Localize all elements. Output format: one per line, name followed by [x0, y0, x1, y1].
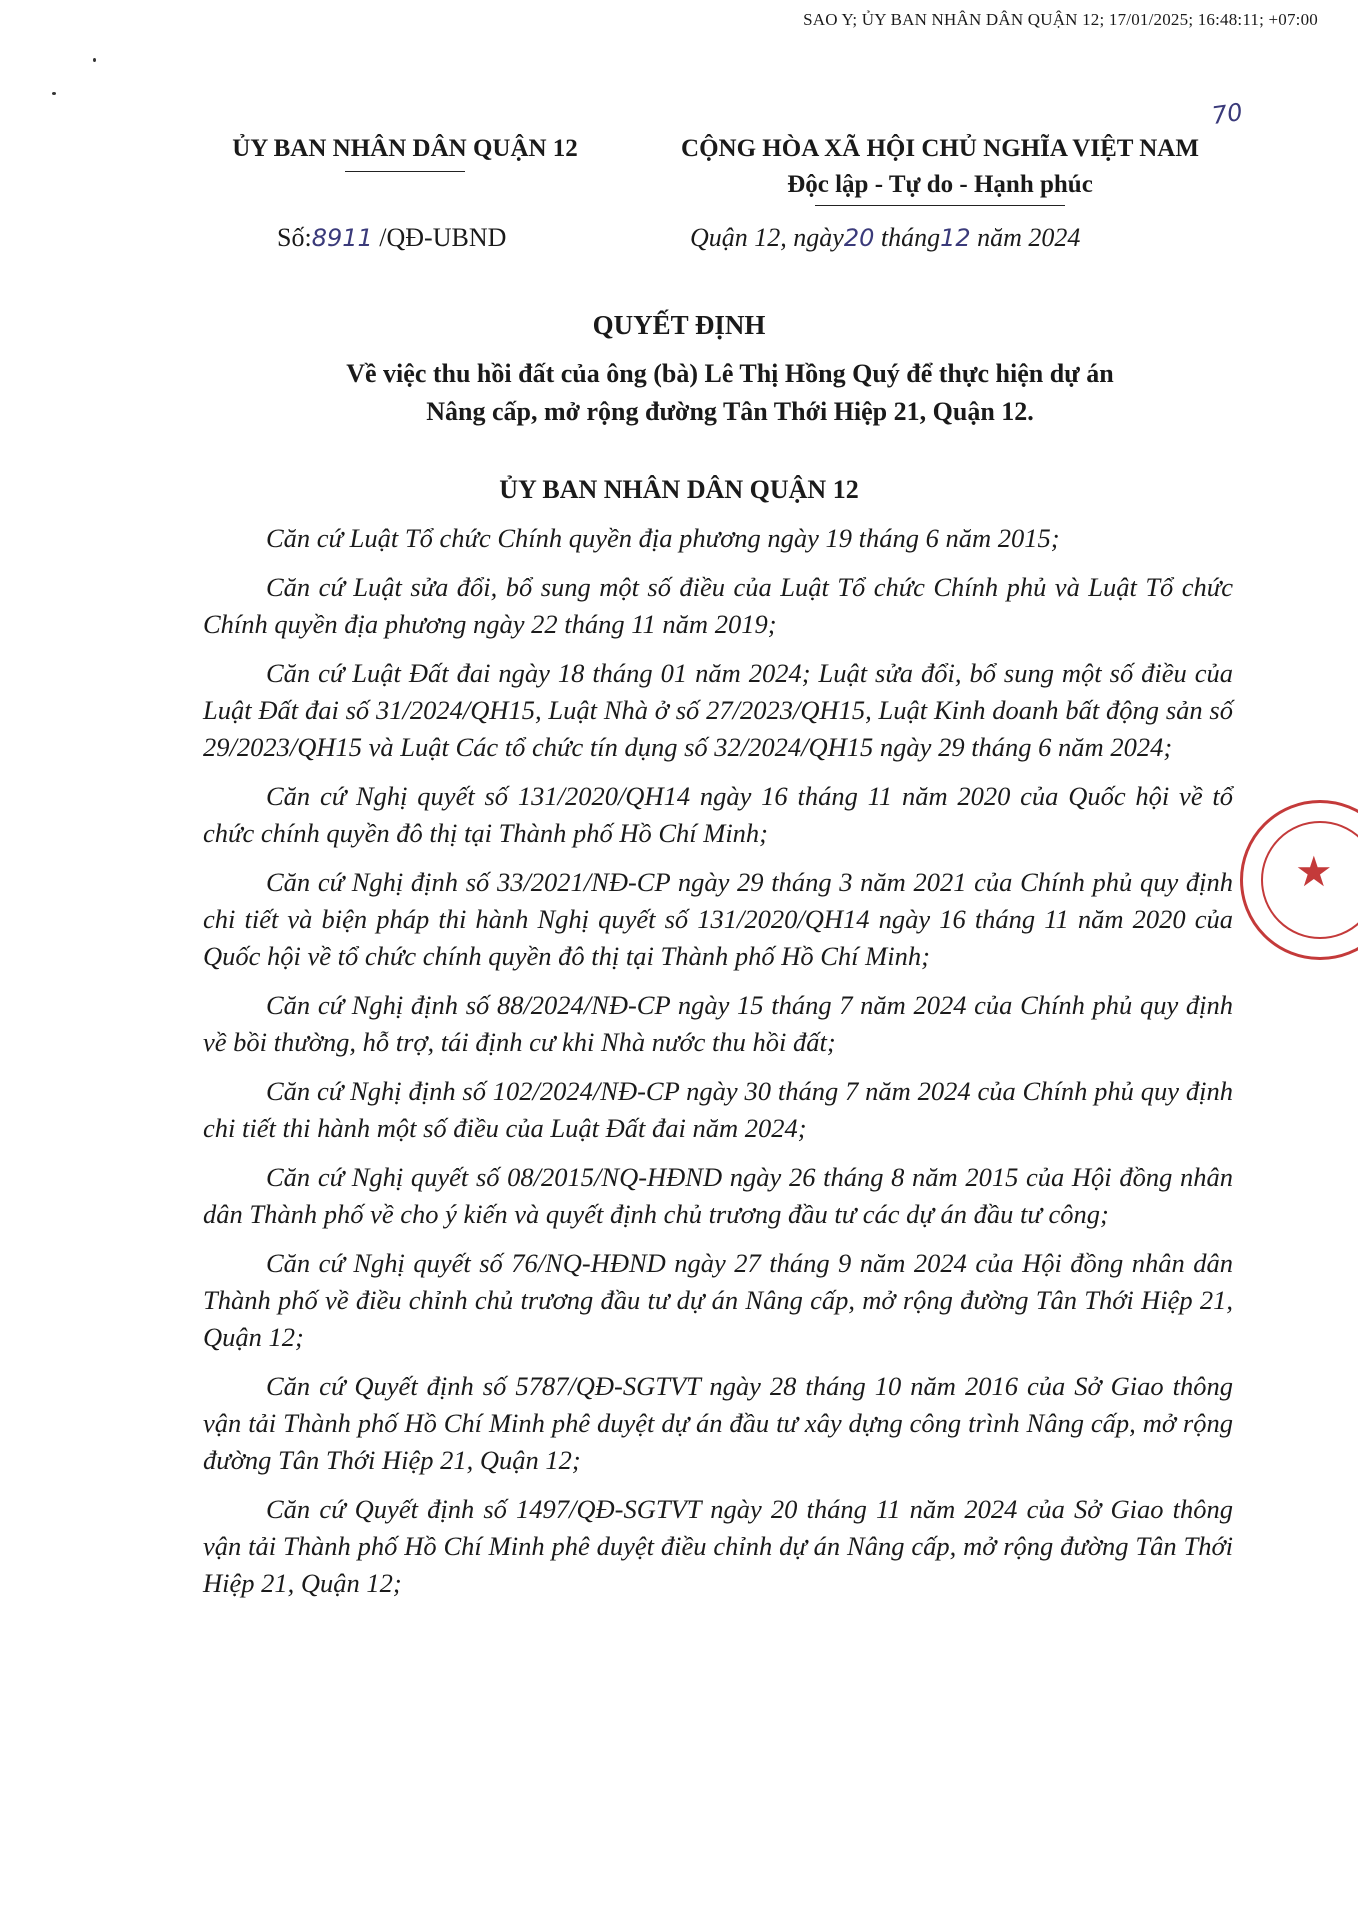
- country-name: CỘNG HÒA XÃ HỘI CHỦ NGHĨA VIỆT NAM: [681, 135, 1199, 162]
- subject-line: Nâng cấp, mở rộng đường Tân Thới Hiệp 21, Quận 12.: [426, 397, 1034, 426]
- scan-speck: [93, 58, 96, 62]
- issuer-heading: ỦY BAN NHÂN DÂN QUẬN 12: [499, 475, 859, 504]
- national-motto: Độc lập - Tự do - Hạnh phúc: [787, 171, 1093, 198]
- document-subject: [200, 355, 1260, 431]
- copy-stamp: SAO Y; ỦY BAN NHÂN DÂN QUẬN 12; 17/01/2025; 16:48:11; +07:00: [803, 10, 1318, 29]
- national-header: [620, 135, 1260, 206]
- legal-basis-paragraph: Căn cứ Nghị định số 88/2024/NĐ-CP ngày 15 tháng 7 năm 2024 của Chính phủ quy định về bồi thường, hỗ trợ, tái định cư khi Nhà nước thu hồi đất;: [203, 990, 1233, 1057]
- document-number: [277, 223, 506, 253]
- legal-basis-paragraph: Căn cứ Quyết định số 5787/QĐ-SGTVT ngày 28 tháng 10 năm 2016 của Sở Giao thông vận tải Thành phố Hồ Chí Minh phê duyệt dự án đầu tư xây dựng công trình Nâng cấp, mở rộng đường Tân Thới Hiệp 21, Quận 12;: [203, 1371, 1233, 1475]
- legal-basis-paragraph: Căn cứ Nghị định số 33/2021/NĐ-CP ngày 29 tháng 3 năm 2021 của Chính phủ quy định chi tiết và biện pháp thi hành Nghị quyết số 131/2020/QH14 ngày 16 tháng 11 năm 2020 của Quốc hội về tổ chức chính quyền đô thị tại Thành phố Hồ Chí Minh;: [203, 867, 1233, 971]
- doc-number-handwritten: 8911: [311, 224, 373, 252]
- legal-basis-paragraph: Căn cứ Luật Tổ chức Chính quyền địa phương ngày 19 tháng 6 năm 2015;: [266, 523, 1060, 553]
- issuer-header: [200, 135, 610, 172]
- seal-star-icon: ★: [1295, 847, 1333, 896]
- issuer-name: ỦY BAN NHÂN DÂN QUẬN 12: [232, 135, 578, 162]
- official-seal: [1240, 800, 1358, 960]
- issuer-underline: [345, 171, 465, 172]
- legal-basis-paragraph: Căn cứ Nghị quyết số 76/NQ-HĐND ngày 27 tháng 9 năm 2024 của Hội đồng nhân dân Thành phố về điều chỉnh chủ trương đầu tư dự án Nâng cấp, mở rộng đường Tân Thới Hiệp 21, Quận 12;: [203, 1248, 1233, 1352]
- handwritten-page-mark: 70: [1210, 98, 1245, 130]
- legal-basis-paragraph: Căn cứ Nghị quyết số 08/2015/NQ-HĐND ngày 26 tháng 8 năm 2015 của Hội đồng nhân dân Thành phố về cho ý kiến và quyết định chủ trương đầu tư các dự án đầu tư công;: [203, 1162, 1233, 1229]
- month-label: tháng: [880, 223, 941, 252]
- year-label: năm 2024: [977, 223, 1081, 252]
- document-body: [203, 520, 1233, 1614]
- doc-number-suffix: /QĐ-UBND: [379, 223, 507, 252]
- date-month: 12: [940, 224, 971, 252]
- legal-basis-paragraph: Căn cứ Luật Đất đai ngày 18 tháng 01 năm 2024; Luật sửa đổi, bổ sung một số điều của Luật Đất đai số 31/2024/QH15, Luật Nhà ở số 27/2023/QH15, Luật Kinh doanh bất động sản số 29/2023/QH15 và Luật Các tổ chức tín dụng số 32/2024/QH15 ngày 29 tháng 6 năm 2024;: [203, 658, 1233, 762]
- motto-underline: [815, 205, 1065, 206]
- scan-speck: [52, 92, 56, 95]
- legal-basis-paragraph: Căn cứ Luật sửa đổi, bổ sung một số điều của Luật Tổ chức Chính phủ và Luật Tổ chức Chính quyền địa phương ngày 22 tháng 11 năm 2019;: [203, 572, 1233, 639]
- subject-line: Về việc thu hồi đất của ông (bà) Lê Thị Hồng Quý để thực hiện dự án: [346, 359, 1114, 388]
- legal-basis-paragraph: Căn cứ Quyết định số 1497/QĐ-SGTVT ngày 20 tháng 11 năm 2024 của Sở Giao thông vận tải Thành phố Hồ Chí Minh phê duyệt điều chỉnh dự án Nâng cấp, mở rộng đường Tân Thới Hiệp 21, Quận 12;: [203, 1494, 1233, 1598]
- legal-basis-paragraph: Căn cứ Nghị quyết số 131/2020/QH14 ngày 16 tháng 11 năm 2020 của Quốc hội về tổ chức chính quyền đô thị tại Thành phố Hồ Chí Minh;: [203, 781, 1233, 848]
- place-label: Quận 12, ngày: [690, 223, 844, 252]
- doc-number-prefix: Số:: [277, 223, 312, 252]
- legal-basis-paragraph: Căn cứ Nghị định số 102/2024/NĐ-CP ngày 30 tháng 7 năm 2024 của Chính phủ quy định chi tiết thi hành một số điều của Luật Đất đai năm 2024;: [203, 1076, 1233, 1143]
- document-title: QUYẾT ĐỊNH: [592, 310, 766, 340]
- place-and-date: [690, 223, 1080, 253]
- date-day: 20: [843, 224, 875, 252]
